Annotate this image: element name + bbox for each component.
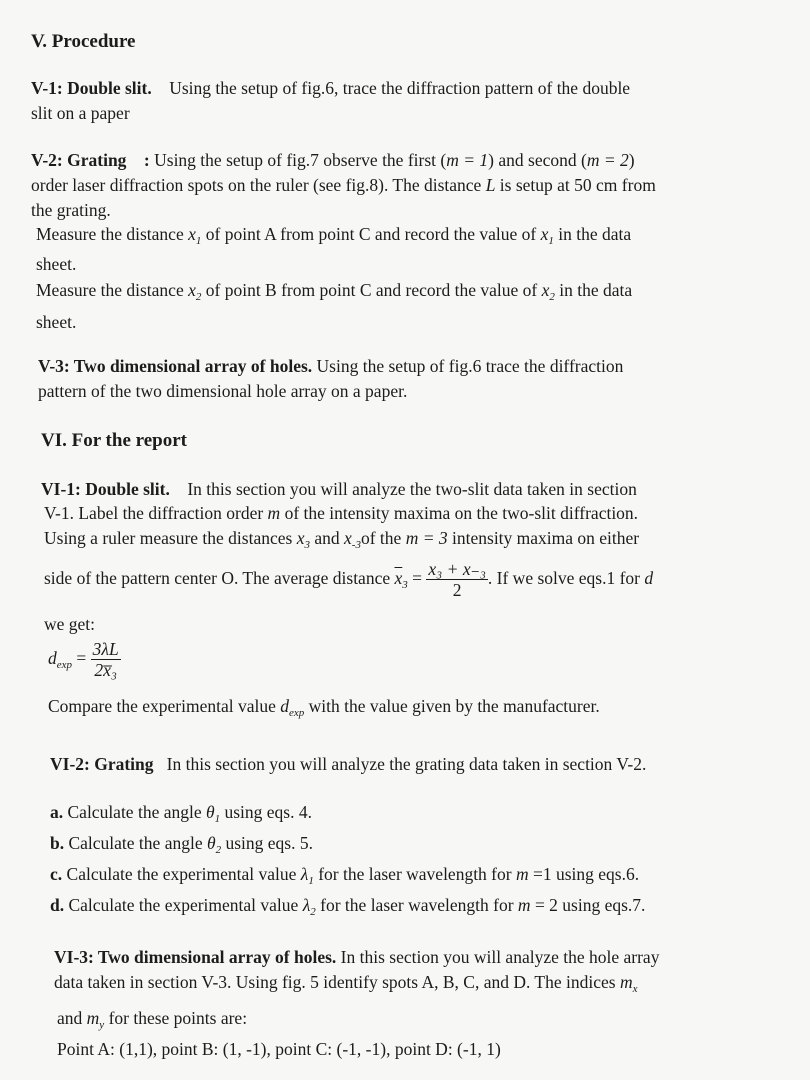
v2-colon: : (143, 150, 150, 170)
vi1-formula-eq: = (76, 648, 87, 668)
vi1-dexp-sub: exp (289, 707, 305, 719)
vi1-line1 (41, 477, 637, 501)
vi1-text-4a: side of the pattern center O. The average distance (44, 568, 391, 588)
vi2-a-sub: 1 (214, 813, 221, 825)
v3-line2: pattern of the two dimensional hole array on a paper. (38, 381, 408, 401)
vi1-line3 (44, 526, 639, 557)
vi2-c-sym: λ (300, 864, 309, 884)
v2-text-2a: order laser diffraction spots on the ruler (see fig.8). The distance (31, 175, 482, 195)
v2-x2-b: x (541, 280, 550, 300)
vi1-d: d (644, 568, 654, 588)
v2-text-6a: Measure the distance (36, 280, 184, 300)
vi1-avg-lhs-sub: 3 (402, 579, 408, 591)
vi2-c-label: c. (50, 864, 63, 884)
v2-x1: x (188, 224, 196, 244)
v2-text-6b: of point B from point C and record the value of (205, 280, 538, 300)
vi1-text-3b: of the (360, 528, 402, 548)
v2-line1 (31, 148, 635, 172)
vi1-xm3-sub: -3 (351, 539, 361, 551)
vi1-formula-lhs-sub: exp (56, 659, 73, 671)
vi2-item-c (50, 862, 639, 893)
vi3-line2 (54, 970, 637, 1001)
v2-text-1a: Using the setup of fig.7 observe the first ( (154, 150, 447, 170)
vi1-formula-den: 2x̅₃ (94, 660, 117, 681)
v1-label: V-1: Double slit. (31, 78, 152, 98)
vi1-line5: we get: (44, 614, 96, 634)
vi2-a-label: a. (50, 802, 64, 822)
vi2-d-text-b: for the laser wavelength for (320, 895, 514, 915)
vi1-text-3c: intensity maxima on either (452, 528, 640, 548)
vi2-d-label: d. (50, 895, 65, 915)
v2-line7: sheet. (36, 312, 77, 332)
vi2-b-sub: 2 (215, 844, 222, 856)
v2-line6 (36, 278, 632, 309)
vi1-text-6b: with the value given by the manufacturer. (308, 696, 600, 716)
section-heading-report: VI. For the report (41, 430, 187, 451)
vi2-a-sym: θ (205, 802, 215, 822)
vi2-text-1: In this section you will analyze the grating data taken in section V-2. (166, 754, 647, 774)
v3-label: V-3: Two dimensional array of holes. (38, 356, 313, 376)
vi3-my-sub: y (99, 1019, 105, 1031)
v2-line5: sheet. (36, 254, 77, 274)
vi1-xm3: x (344, 528, 352, 548)
v2-x2-sub: 2 (195, 291, 202, 303)
v2-text-1c: ) (628, 150, 635, 170)
vi1-line6 (48, 694, 600, 725)
vi2-item-a (50, 800, 312, 831)
vi3-mx: m (619, 972, 633, 992)
vi2-d-m: m (517, 895, 531, 915)
v2-text-2b: is setup at 50 cm from (499, 175, 656, 195)
vi1-x3: x (296, 528, 305, 548)
vi1-formula-num: 3λL (92, 639, 119, 660)
v2-text-1b: ) and second ( (488, 150, 587, 170)
v2-line4 (36, 222, 631, 253)
vi3-my: m (86, 1008, 100, 1028)
v2-m2: m = 2 (586, 150, 629, 170)
vi2-c-text-c: =1 using eqs.6. (532, 864, 640, 884)
v2-text-4c: in the data (558, 224, 632, 244)
v1-text-1: Using the setup of fig.6, trace the diffraction pattern of the double (169, 78, 631, 98)
v2-x2-b-sub: 2 (549, 291, 555, 303)
vi2-d-sym: λ (302, 895, 311, 915)
v2-label: V-2: Grating (31, 150, 127, 170)
vi1-frac-num: x₃ + x₋₃ (428, 559, 486, 580)
v2-text-4b: of point A from point C and record the value of (205, 224, 537, 244)
vi2-b-sym: θ (206, 833, 216, 853)
vi3-text-2a: data taken in section V-3. Using fig. 5 identify spots A, B, C, and D. The indices (54, 972, 616, 992)
vi2-b-text-a: Calculate the angle (68, 833, 203, 853)
vi1-formula-lhs: d (48, 648, 57, 668)
vi3-label: VI-3: Two dimensional array of holes. (54, 947, 337, 967)
vi1-text-3a: Using a ruler measure the distances (44, 528, 293, 548)
vi2-item-d (50, 893, 645, 924)
vi1-m: m (267, 503, 281, 523)
section-heading-procedure: V. Procedure (31, 31, 136, 52)
v2-line2 (31, 173, 656, 197)
v2-text-6c: in the data (559, 280, 633, 300)
vi1-label: VI-1: Double slit. (41, 479, 170, 499)
vi1-text-4b: . If we solve eqs.1 for (487, 568, 641, 588)
vi2-a-text-a: Calculate the angle (67, 802, 202, 822)
vi1-eq: = (412, 568, 423, 588)
vi1-text-2b: of the intensity maxima on the two-slit diffraction. (284, 503, 639, 523)
vi3-text-3a: and (57, 1008, 83, 1028)
v2-x1-sub: 1 (195, 235, 202, 247)
vi1-and: and (314, 528, 340, 548)
vi1-line2 (44, 501, 638, 525)
vi2-d-sub: 2 (310, 906, 316, 918)
vi1-formula-fraction (91, 639, 121, 680)
vi1-avg-fraction (426, 559, 488, 600)
v3-text-1: Using the setup of fig.6 trace the diffraction (316, 356, 624, 376)
vi3-line4: Point A: (1,1), point B: (1, -1), point C: (-1, -1), point D: (-1, 1) (57, 1039, 501, 1059)
vi2-c-m: m (515, 864, 529, 884)
vi2-c-sub: 1 (308, 875, 314, 887)
vi1-formula (48, 638, 121, 685)
v2-x1-b: x (540, 224, 549, 244)
vi1-x3-sub: 3 (304, 539, 310, 551)
vi1-m3: m = 3 (405, 528, 448, 548)
vi2-label: VI-2: Grating (50, 754, 154, 774)
v3-line1 (38, 354, 623, 378)
vi2-b-label: b. (50, 833, 65, 853)
vi2-c-text-a: Calculate the experimental value (66, 864, 297, 884)
vi2-c-text-b: for the laser wavelength for (318, 864, 512, 884)
v2-x2: x (188, 280, 196, 300)
vi2-item-b (50, 831, 313, 862)
vi3-text-3b: for these points are: (108, 1008, 248, 1028)
vi2-a-text-b: using eqs. 4. (224, 802, 312, 822)
vi2-b-text-b: using eqs. 5. (225, 833, 313, 853)
vi1-avg-lhs: $\overline{x}$ (394, 568, 403, 588)
vi2-d-text-a: Calculate the experimental value (68, 895, 299, 915)
vi3-mx-sub: x (632, 983, 638, 995)
v2-x1-b-sub: 1 (548, 235, 554, 247)
v2-line3: the grating. (31, 200, 111, 220)
vi1-text-2a: V-1. Label the diffraction order (44, 503, 264, 523)
vi3-line1 (54, 945, 659, 969)
v2-m1: m = 1 (446, 150, 489, 170)
vi1-text-6a: Compare the experimental value (48, 696, 276, 716)
vi2-line1 (50, 752, 646, 776)
vi2-d-text-c: = 2 using eqs.7. (534, 895, 646, 915)
v2-L: L (485, 175, 496, 195)
v1-line1 (31, 76, 630, 100)
v2-text-4a: Measure the distance (36, 224, 184, 244)
v1-line2: slit on a paper (31, 103, 130, 123)
vi1-text-1: In this section you will analyze the two-slit data taken in section (187, 479, 637, 499)
vi3-line3 (57, 1006, 247, 1037)
vi1-frac-den: 2 (452, 580, 462, 601)
vi1-line4 (44, 558, 653, 605)
vi3-text-1: In this section you will analyze the hole array (340, 947, 660, 967)
vi1-dexp: d (280, 696, 290, 716)
